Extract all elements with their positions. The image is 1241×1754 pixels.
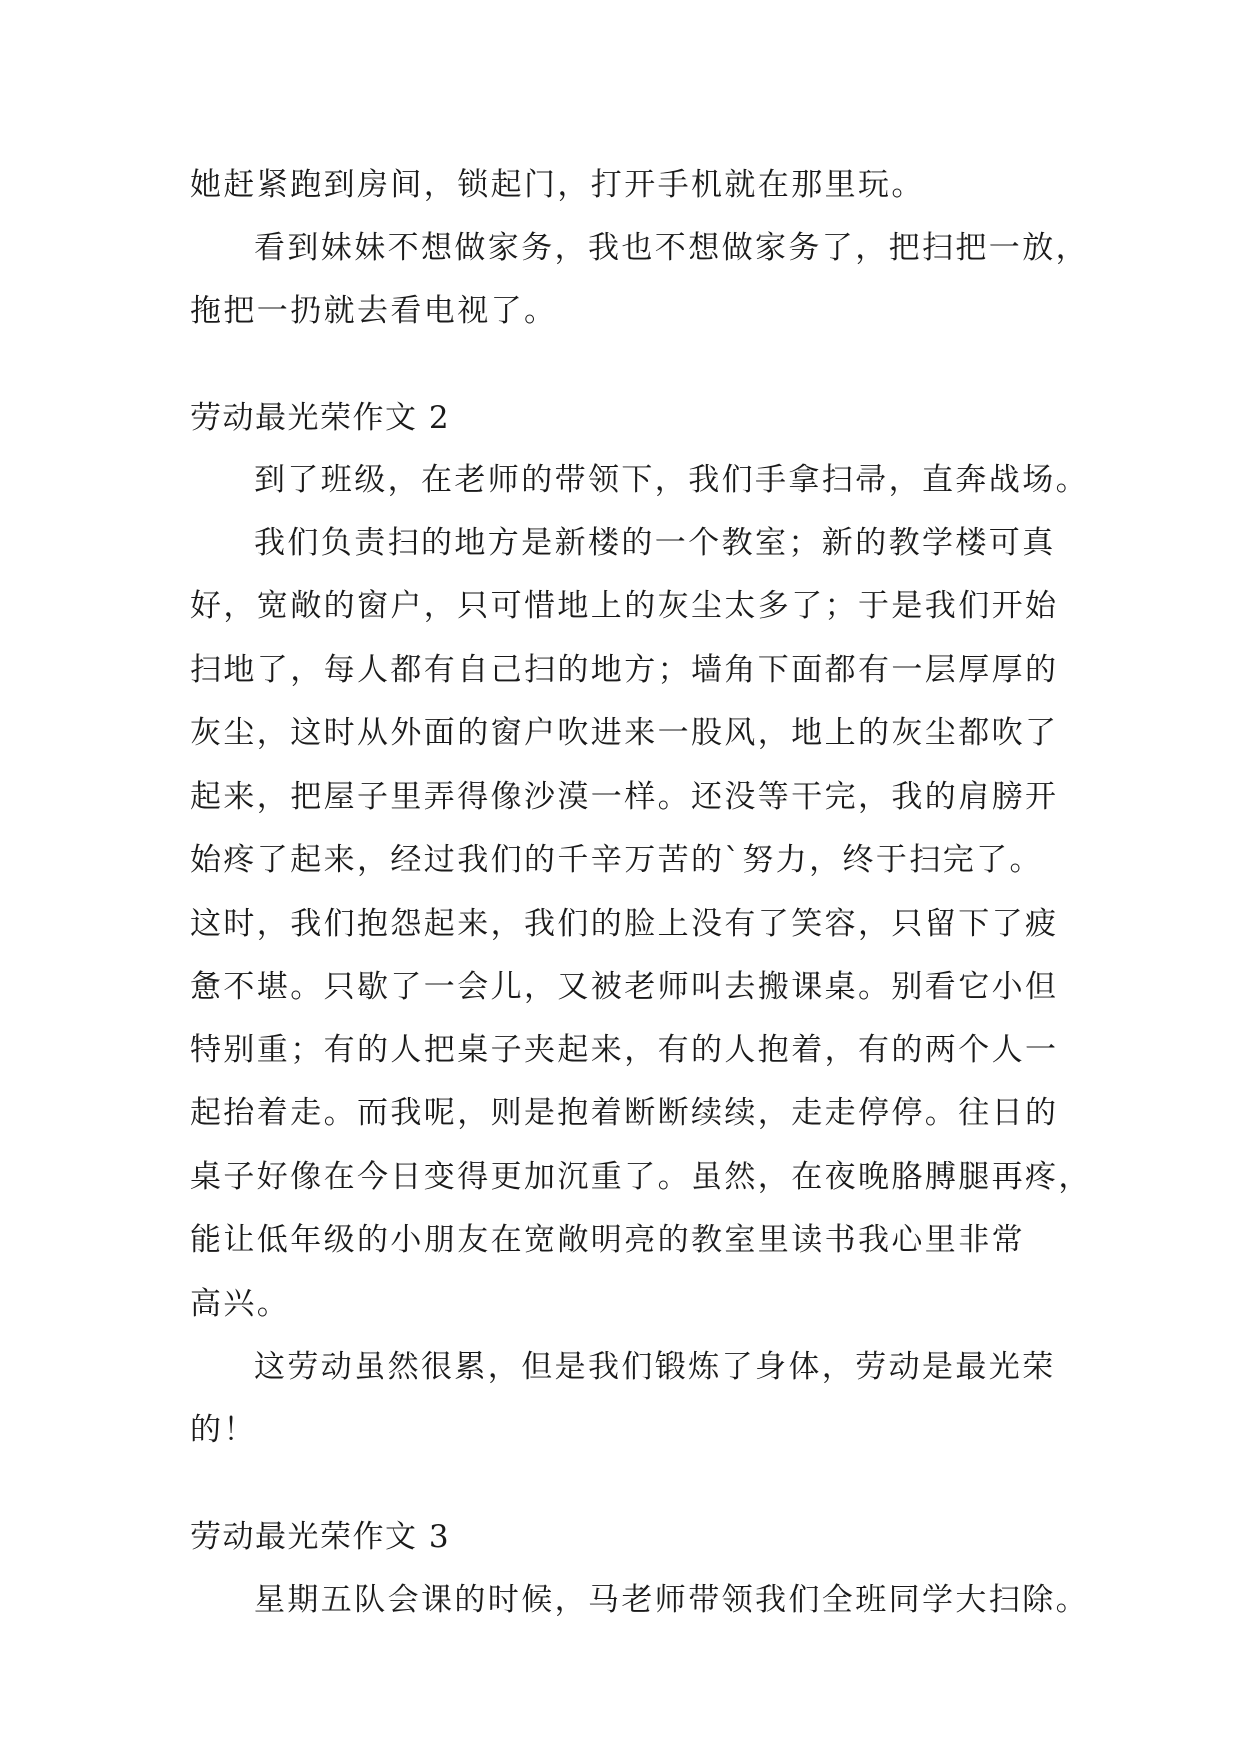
paragraph-line: 起抬着走。而我呢，则是抱着断断续续，走走停停。往日的 — [190, 1095, 1059, 1131]
paragraph-line: 的！ — [190, 1412, 257, 1448]
paragraph-line: 特别重；有的人把桌子夹起来，有的人抱着，有的两个人一 — [190, 1032, 1059, 1068]
essay-title: 劳动最光荣作文 3 — [190, 1519, 451, 1555]
paragraph-line: 到了班级，在老师的带领下，我们手拿扫帚，直奔战场。 — [254, 462, 1089, 498]
paragraph-line: 惫不堪。只歇了一会儿，又被老师叫去搬课桌。别看它小但 — [190, 969, 1059, 1005]
paragraph-line: 星期五队会课的时候，马老师带领我们全班同学大扫除。 — [254, 1582, 1089, 1618]
paragraph-line: 起来，把屋子里弄得像沙漠一样。还没等干完，我的肩膀开 — [190, 779, 1059, 815]
paragraph-line: 高兴。 — [190, 1286, 291, 1322]
paragraph-line: 拖把一扔就去看电视了。 — [190, 293, 558, 329]
essay-title: 劳动最光荣作文 2 — [190, 400, 451, 436]
paragraph-line: 扫地了，每人都有自己扫的地方；墙角下面都有一层厚厚的 — [190, 652, 1059, 688]
paragraph-line: 能让低年级的小朋友在宽敞明亮的教室里读书我心里非常 — [190, 1222, 1025, 1258]
paragraph-line: 桌子好像在今日变得更加沉重了。虽然，在夜晚胳膊腿再疼， — [190, 1159, 1092, 1195]
paragraph-line: 始疼了起来，经过我们的千辛万苦的`努力，终于扫完了。 — [190, 842, 1043, 878]
paragraph-line: 这劳动虽然很累，但是我们锻炼了身体，劳动是最光荣 — [254, 1349, 1056, 1385]
paragraph-line: 她赶紧跑到房间，锁起门，打开手机就在那里玩。 — [190, 167, 925, 203]
paragraph-line: 我们负责扫的地方是新楼的一个教室；新的教学楼可真 — [254, 525, 1056, 561]
paragraph-line: 这时，我们抱怨起来，我们的脸上没有了笑容，只留下了疲 — [190, 906, 1059, 942]
paragraph-line: 灰尘，这时从外面的窗户吹进来一股风，地上的灰尘都吹了 — [190, 715, 1059, 751]
paragraph-line: 好，宽敞的窗户，只可惜地上的灰尘太多了；于是我们开始 — [190, 588, 1059, 624]
paragraph-line: 看到妹妹不想做家务，我也不想做家务了，把扫把一放， — [254, 230, 1089, 266]
